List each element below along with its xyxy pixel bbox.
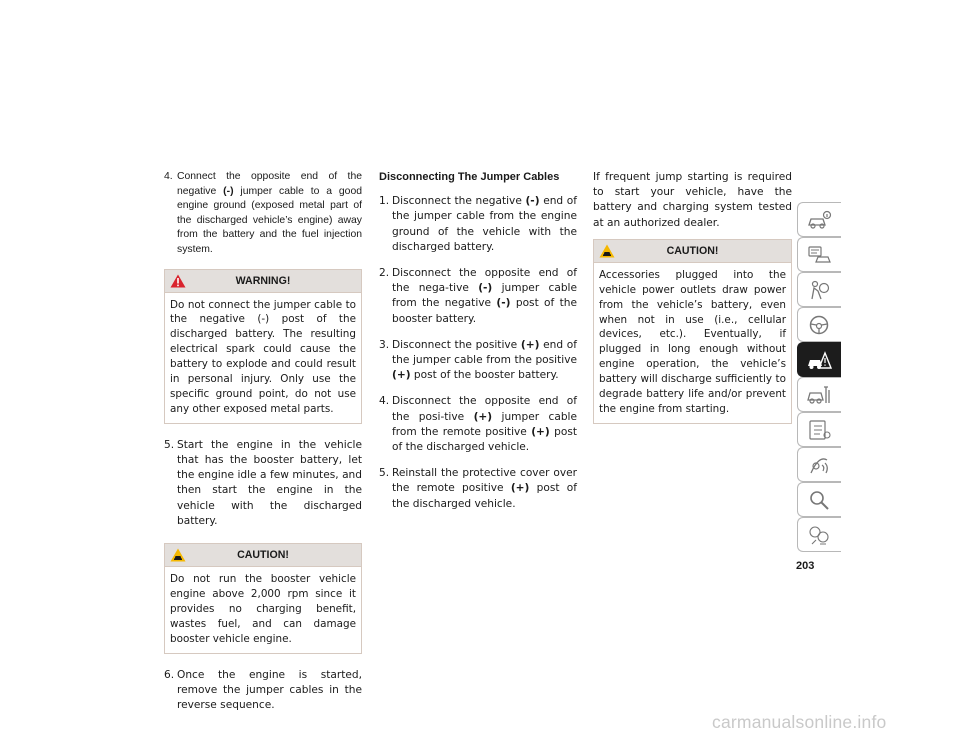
section-heading: Disconnecting The Jumper Cables [379,171,560,183]
caution-body: Accessories plugged into the vehicle power outlets draw power from the vehicle’s battery, even when not in use (i.e., cellular devices, etc.). Eventually, if plugged in long enough without engine operation, the vehicle’s battery will discharge sufficiently to degrade battery life and/or prevent the engine from starting. [599,268,786,415]
chapter-tab-strip [797,202,841,552]
step-number: 5. [164,438,175,451]
step-5-start-engine [164,438,362,529]
column-middle [379,170,577,523]
caution-title: CAUTION! [666,244,719,257]
tab-languages[interactable] [797,517,841,552]
step-number: 4. [164,171,173,182]
disconnect-step-2 [379,266,577,327]
polarity-symbol: (-) [525,195,540,208]
column-left [164,170,362,724]
car-info-icon [806,209,832,231]
step-text-part: Disconnect the opposite end of the posi-tive [392,395,577,423]
caution-box [593,239,792,424]
step-text-part: post of the booster battery. [392,297,577,325]
step-4-connect-ground [164,170,362,258]
emergency-car-icon [806,349,832,371]
warning-box [164,269,362,424]
tab-multimedia[interactable] [797,447,841,482]
polarity-symbol: (-) [478,282,493,295]
tab-index[interactable] [797,482,841,517]
step-text-part: end of the jumper cable from the engine ground of the vehicle with the discharged battery. [392,195,577,253]
jump-start-advice: If frequent jump starting is required to start your vehicle, have the battery and charging system tested at an authorized dealer. [593,171,792,229]
watermark: carmanualsonline.info [712,712,887,732]
step-text-part: Disconnect the positive [392,338,521,351]
tab-technical-specifications[interactable] [797,412,841,447]
polarity-symbol: (+) [392,369,411,382]
disconnect-step-4 [379,394,577,455]
step-text-part: jumper cable from the remote positive [392,410,577,438]
polarity-symbol: (-) [223,185,234,197]
checklist-icon [806,419,832,441]
tab-in-case-of-emergency[interactable] [797,342,841,377]
tab-instrument-cluster[interactable] [797,237,841,272]
caution-box [164,543,362,654]
polarity-symbol: (+) [510,482,530,495]
airbag-icon [806,279,832,301]
steering-wheel-icon [806,314,832,336]
multimedia-icon [806,454,832,476]
tab-servicing-maintenance[interactable] [797,377,841,412]
search-icon [806,489,832,511]
step-number: 2. [379,267,390,280]
step-text-part: Connect the opposite end of the negative [177,171,362,197]
tab-safety[interactable] [797,272,841,307]
step-number: 3. [379,338,390,351]
caution-header [165,544,361,567]
step-text: Once the engine is started, remove the jumper cables in the reverse sequence. [177,668,362,711]
polarity-symbol: (-) [496,297,511,310]
disconnect-step-1 [379,194,577,255]
step-text-part: post of the booster battery. [410,369,559,382]
step-text-part: post of the discharged vehicle. [392,425,577,454]
step-text [392,266,577,327]
caution-header [594,240,791,263]
step-number: 5. [379,467,390,480]
warning-title: WARNING! [235,274,291,287]
step-text-part: Reinstall the protective cover over the remote positive [392,467,577,495]
step-text-part: jumper cable to a good engine ground (exposed metal part of the discharged vehicle’s engine) away from the battery and the fuel injection system. [177,185,362,255]
step-6-remove-cables [164,668,362,714]
step-text-part: end of the jumper cable from the positive [392,338,577,367]
caution-body: Do not run the booster vehicle engine above 2,000 rpm since it provides no charging benefit, wastes fuel, and can damage booster vehicle engine. [170,573,356,645]
step-text [392,466,577,512]
page-number: 203 [796,560,815,572]
tab-starting-operating[interactable] [797,307,841,342]
step-text [392,194,577,255]
step-number: 1. [379,195,390,208]
column-right [593,170,792,434]
step-text-part: Disconnect the negative [392,195,526,208]
step-text-part: post of the discharged vehicle. [392,482,577,510]
warning-header [165,270,361,293]
car-message-icon [806,244,832,266]
disconnect-step-3 [379,338,577,384]
step-text [392,338,577,384]
step-text [392,394,577,455]
step-text-part: Disconnect the opposite end of the nega-tive [392,267,577,295]
disconnect-step-5 [379,466,577,512]
step-text-part: jumper cable from the negative [392,282,577,310]
step-text [177,170,362,258]
tab-getting-to-know-vehicle[interactable] [797,202,841,237]
polarity-symbol: (+) [473,410,493,423]
polarity-symbol: (+) [520,338,540,351]
step-text: Start the engine in the vehicle that has the booster battery, let the engine idle a few minutes, and then start the engine in the vehicle with the discharged battery. [177,438,362,527]
step-number: 4. [379,395,390,408]
warning-body: Do not connect the jumper cable to the negative (-) post of the discharged battery. The resulting electrical spark could cause the battery to explode and could result in personal injury. Only use the specific ground point, do not use any other exposed metal parts. [170,298,356,415]
language-icon [806,524,832,546]
polarity-symbol: (+) [531,425,550,438]
caution-title: CAUTION! [237,549,289,562]
step-number: 6. [164,668,175,681]
service-car-icon [806,384,832,406]
